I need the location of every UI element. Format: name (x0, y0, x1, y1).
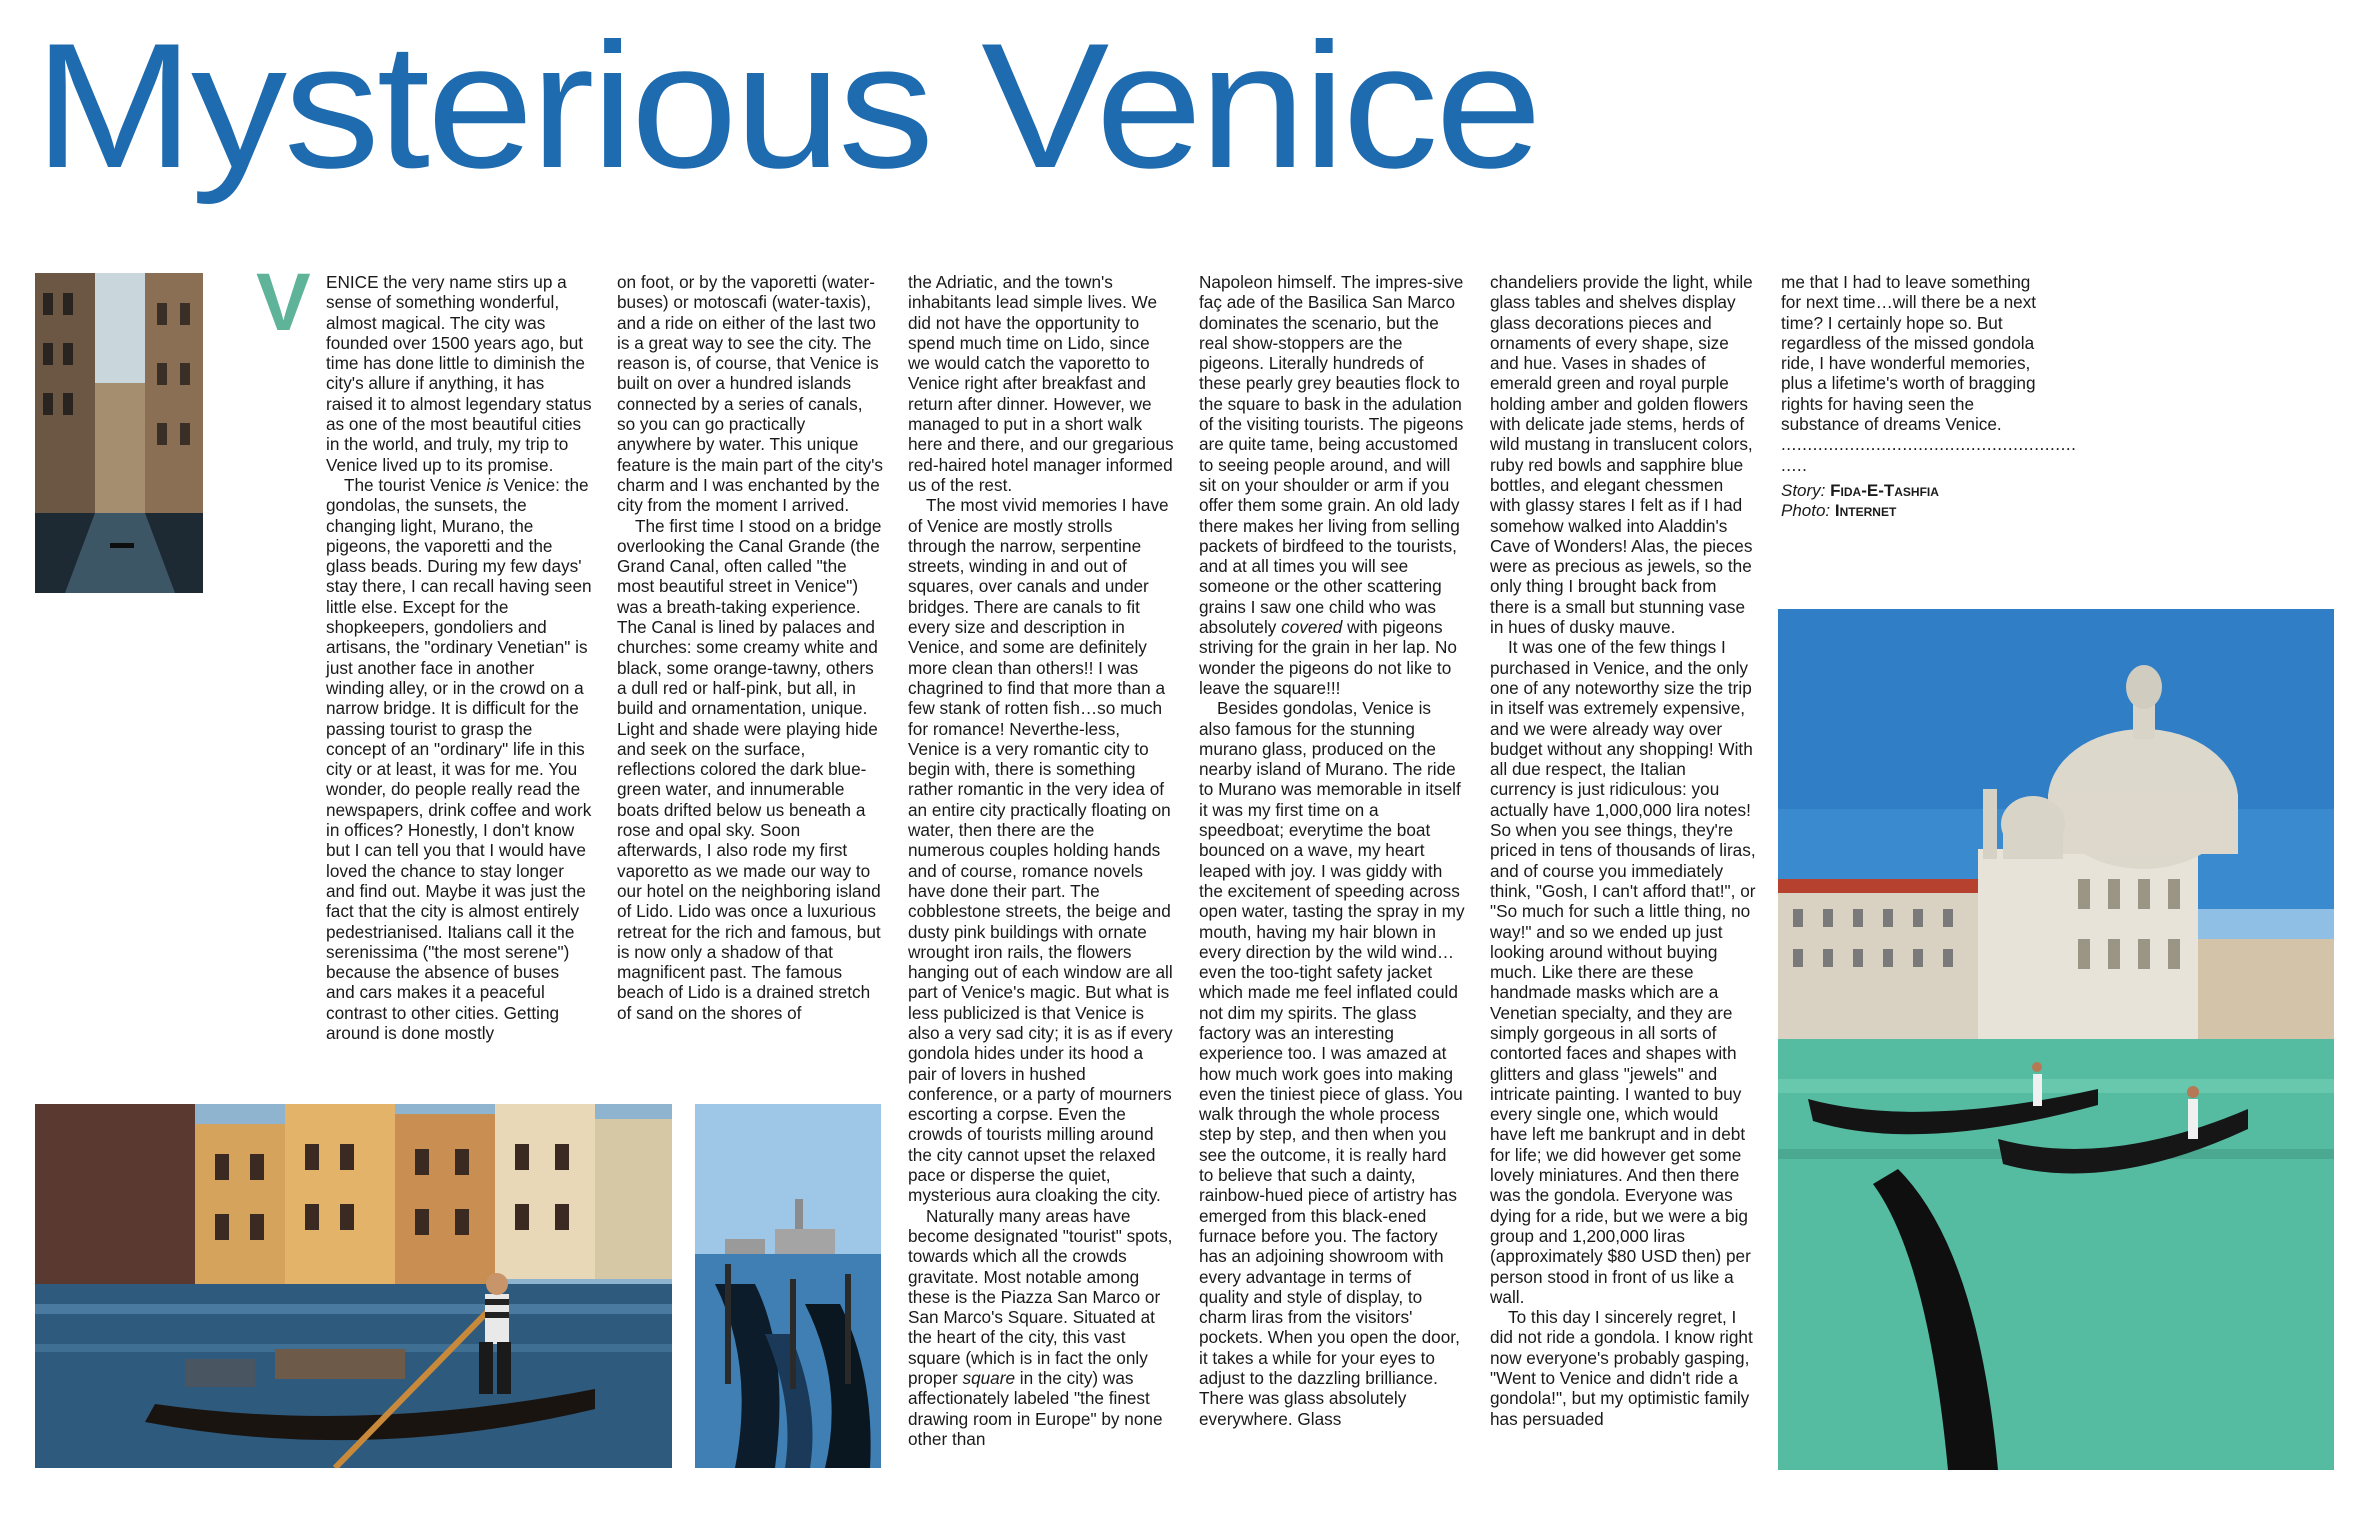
drop-cap: V (256, 257, 311, 348)
separator-dots: ........................................................ ..... (1781, 434, 2077, 475)
paragraph: The first time I stood on a bridge overlooking the Canal Grande (the Grand Canal, often called "the most beautiful street in Venice") was a breath-taking experience. The Canal is lined by palaces and churches: some creamy white and black, some orange-tawny, others a dull red or half-pink, but all, in build and ornamentation, unique. Light and shade were playing hide and seek on the surface, reflections colored the dark blue-green water, and innumerable boats drifted below us beneath a rose and opal sky. Soon afterwards, I also rode my first vaporetto as we made our way to our hotel on the neighboring island of Lido. Lido was once a luxurious retreat for the rich and famous, but is now only a shadow of that magnificent past. The famous beach of Lido is a drained stretch of sand on the shores of (617, 515, 882, 1023)
article-column-1 (326, 272, 592, 1043)
article-column-4 (1199, 272, 1465, 1429)
photo-credit: Photo: Internet (1781, 501, 1897, 521)
article-title: Mysterious Venice (34, 6, 1539, 205)
paragraph: ENICE the very name stirs up a sense of something wonderful, almost magical. The city was founded over 1500 years ago, but time has done little to diminish the city's allure if anything, it has raised it to almost legendary status as one of the most beautiful cities in the world, and truly, my trip to Venice lived up to its promise. (326, 272, 592, 475)
paragraph: Besides gondolas, Venice is also famous for the stunning murano glass, produced on the nearby island of Murano. The ride to Murano was memorable in itself it was my first time on a speedboat; everytime the boat bounced on a wave, my heart leaped with joy. I was giddy with the excitement of speeding across open water, tasting the spray in my mouth, having my hair blown in every direction by the wild wind…even the too-tight safety jacket which made me feel inflated could not dim my spirits. The glass factory was an interesting experience too. I was amazed at how much work goes into making even the tiniest piece of glass. You walk through the whole process step by step, and then when you see the outcome, it is really hard to believe that such a dainty, rainbow-hued piece of artistry has emerged from this black-ened furnace before you. The factory has an adjoining showroom with every advantage in terms of quality and style of display, to charm liras from the visitors' pockets. When you open the door, it takes a while for your eyes to adjust to the dazzling brilliance. There was glass absolutely everywhere. Glass (1199, 698, 1465, 1429)
paragraph: The tourist Venice is Venice: the gondolas, the sunsets, the changing light, Murano, the pigeons, the vaporetti and the glass beads. During my few days' stay there, I can recall having seen little else. Except for the shopkeepers, gondoliers and artisans, the "ordinary Venetian" is just another face in another winding alley, or in the crowd on a narrow bridge. It is difficult for the passing tourist to grasp the concept of an "ordinary" life in this city or at least, it was for me. You wonder, do people really read the newspapers, drink coffee and work in offices? Honestly, I don't know but I can tell you that I would have loved the chance to stay longer and find out. Maybe it was just the fact that the city is almost entirely pedestrianised. Italians call it the serenissima ("the most serene") because the absence of buses and cars makes it a peaceful contrast to other cities. Getting around is done mostly (326, 474, 592, 1043)
paragraph: chandeliers provide the light, while glass tables and shelves display glass decorations pieces and ornaments of every shape, size and hue. Vases in shades of emerald green and royal purple holding amber and golden flowers with delicate jade stems, herds of wild mustang in translucent colors, ruby red bowls and sapphire blue bottles, and elegant chessmen with glassy stares I felt as if I had somehow walked into Aladdin's Cave of Wonders! Alas, the pieces were as precious as jewels, so the only thing I brought back from there is a small but stunning vase in hues of dusky mauve. (1490, 272, 1753, 638)
photo-moored-gondolas (695, 1104, 881, 1468)
article-column-5 (1490, 272, 1756, 1429)
paragraph: It was one of the few things I purchased in Venice, and the only one of any noteworthy size the trip in itself was extremely expensive, and we were already way over budget without any shopping! With all due respect, the Italian currency is just ridiculous: you actually have 1,000,000 lira notes! So when you see things, they're priced in tens of thousands of liras, and of course you immediately think, "Gosh, I can't afford that!", or "So much for such a little thing, no way!" and so we ended up just looking around without buying much. Like there are these handmade masks which are a Venetian specialty, and they are simply gorgeous in all sorts of contorted faces and shapes with glitters and glass "jewels" and intricate painting. I wanted to buy every single one, which would have left me bankrupt and in debt for life; we did however get some lovely miniatures. And then there was the gondola. Everyone was dying for a ride, but we were a big group and 1,200,000 liras (approximately $80 USD then) per person stood in front of us like a wall. (1490, 637, 1756, 1307)
paragraph: The most vivid memories I have of Venice are mostly strolls through the narrow, serpentine streets, winding in and out of squares, over canals and under bridges. There are canals to fit every size and description in Venice, and some are definitely more clean than others!! I was chagrined to find that more than a few stank of rotten fish…so much for romance! Neverthe-less, Venice is a very romantic city to begin with, there is something rather romantic in the very idea of an entire city practically floating on water, then there are the numerous couples holding hands and of course, romance novels have done their part. The cobblestone streets, the beige and dusty pink buildings with ornate wrought iron rails, the flowers hanging out of each window are all part of Venice's magic. But what is less publicized is that Venice is also a very sad city; it is as if every gondola hides under its hood a pair of lovers in hushed conference, or a party of mourners escorting a corpse. Even the crowds of tourists milling around the city cannot upset the relaxed pace or disperse the quiet, mysterious aura cloaking the city. (908, 495, 1173, 1206)
photo-narrow-canal (35, 273, 203, 593)
article-column-6 (1781, 272, 2077, 522)
paragraph: me that I had to leave something for next time…will there be a next time? I certainly hope so. But regardless of the missed gondola ride, I have wonderful memories, plus a lifetime's worth of bragging rights for having seen the substance of dreams Venice. (1781, 272, 2037, 435)
paragraph: To this day I sincerely regret, I did not ride a gondola. I know right now everyone's probably gasping, "Went to Venice and didn't ride a gondola!", but my optimistic family has persuaded (1490, 1307, 1753, 1429)
paragraph: the Adriatic, and the town's inhabitants lead simple lives. We did not have the opportunity to spend much time on Lido, since we would catch the vaporetto to Venice right after breakfast and return after dinner. However, we managed to put in a short walk here and there, and our gregarious red-haired hotel manager informed us of the rest. (908, 272, 1174, 495)
photo-gondolier-grand-canal (35, 1104, 672, 1468)
article-column-3 (908, 272, 1174, 1449)
story-credit: Story: Fida-E-Tashfia (1781, 480, 1939, 500)
paragraph: on foot, or by the vaporetti (water-buses) or motoscafi (water-taxis), and a ride on either of the last two is a great way to see the city. The reason is, of course, that Venice is built on over a hundred islands connected by a series of canals, so you can go practically anywhere by water. This unique feature is the main part of the city's charm and I was enchanted by the city from the moment I arrived. (617, 272, 883, 516)
paragraph: Naturally many areas have become designated "tourist" spots, towards which all the crowds gravitate. Most notable among these is the Piazza San Marco or San Marco's Square. Situated at the heart of the city, this vast square (which is in fact the only proper square in the city) was affectionately labeled "the finest drawing room in Europe" by none other than (908, 1205, 1173, 1449)
article-column-2 (617, 272, 883, 1023)
photo-salute-basilica (1778, 609, 2334, 1470)
paragraph: Napoleon himself. The impres-sive faç ade of the Basilica San Marco dominates the scenario, but the real show-stoppers are the pigeons. Literally hundreds of these pearly grey beauties flock to the square to bask in the adulation of the visiting tourists. The pigeons are quite tame, being accustomed to seeing people around, and will sit on your shoulder or arm if you offer them some grain. An old lady there makes her living from selling packets of birdfeed to the tourists, and at all times you will see someone or the other scattering grains I saw one child who was absolutely covered with pigeons striving for the grain in her lap. No wonder the pigeons do not like to leave the square!!! (1199, 272, 1464, 698)
